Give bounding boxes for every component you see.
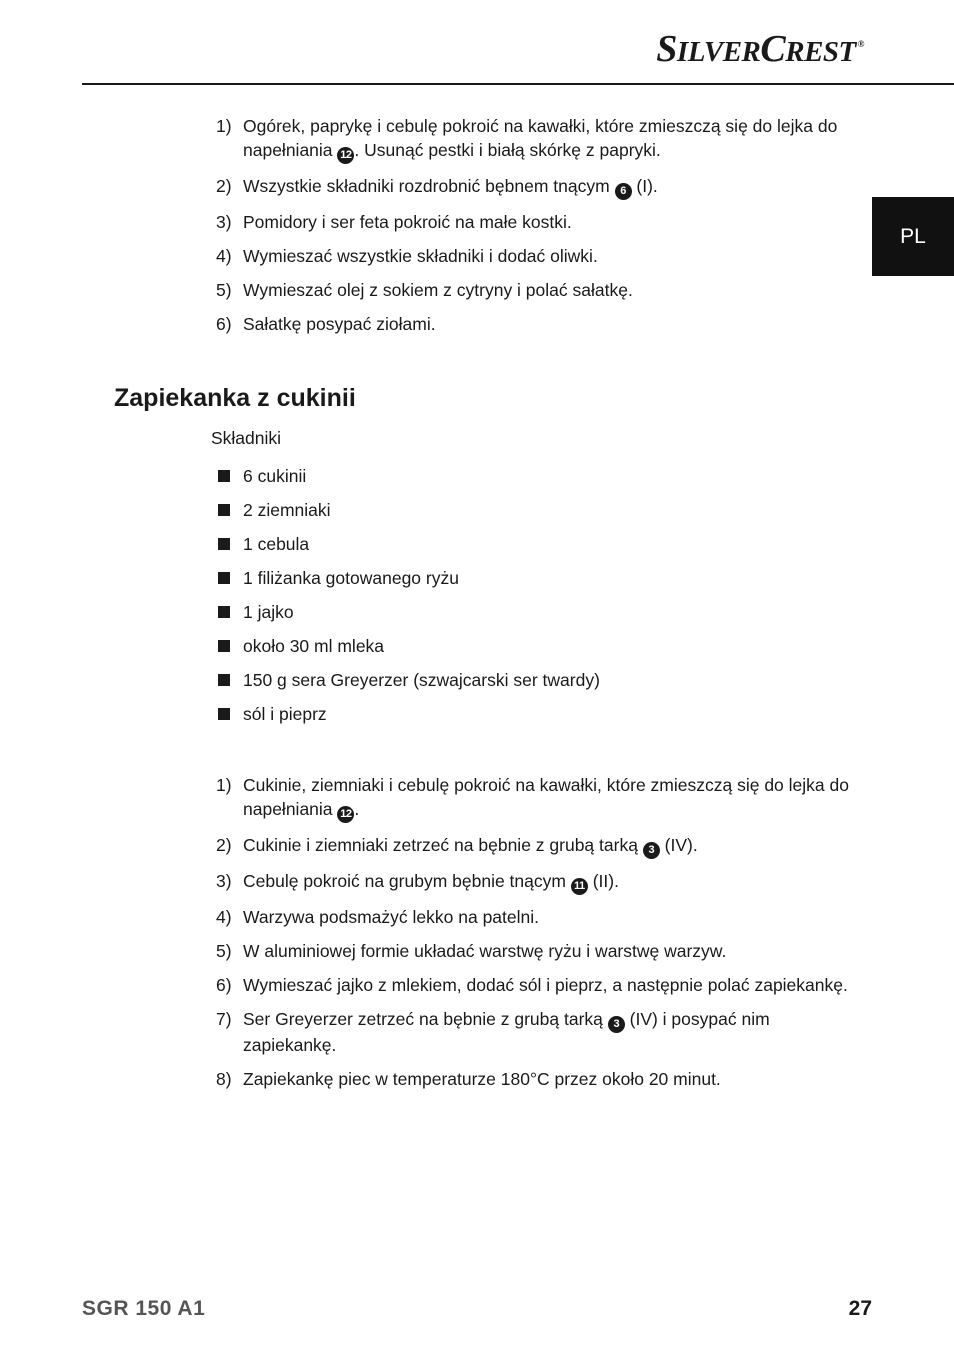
list-item: 1) Cukinie, ziemniaki i cebulę pokroić na kawałki, które zmieszczą się do lejka do napełniania 12 . xyxy=(210,773,850,823)
silvercrest-logo xyxy=(656,30,862,68)
list-item: około 30 ml mleka xyxy=(210,634,850,658)
list-item: 6 cukinii xyxy=(210,464,850,488)
part-reference-icon: 11 xyxy=(571,878,588,895)
list-item: 5) Wymieszać olej z sokiem z cytryny i polać sałatkę. xyxy=(216,280,633,300)
list-item: 8) Zapiekankę piec w temperaturze 180°C przez około 20 minut. xyxy=(216,1069,721,1089)
logo-letter-c: C xyxy=(760,28,786,70)
list-item: 6) Sałatkę posypać ziołami. xyxy=(216,314,436,334)
bullet-square-icon xyxy=(218,640,230,652)
language-tab: PL xyxy=(872,197,954,276)
list-item: 7) Ser Greyerzer zetrzeć na bębnie z grubą tarką 3 (IV) i posypać nim zapiekankę. xyxy=(216,1009,770,1055)
list-item: 6) Wymieszać jajko z mlekiem, dodać sól i pieprz, a następnie polać zapiekankę. xyxy=(216,975,848,995)
list-item: 2 ziemniaki xyxy=(210,498,850,522)
list-item: 2) Wszystkie składniki rozdrobnić bębnem tnącym 6 (I). xyxy=(210,174,850,200)
logo-letter-s: S xyxy=(656,28,677,70)
registered-mark: ® xyxy=(857,39,864,49)
bullet-square-icon xyxy=(218,470,230,482)
part-reference-icon: 3 xyxy=(643,842,660,859)
part-reference-icon: 3 xyxy=(608,1016,625,1033)
bullet-square-icon xyxy=(218,538,230,550)
list-item: 3) Pomidory i ser feta pokroić na małe kostki. xyxy=(216,212,572,232)
bullet-square-icon xyxy=(218,572,230,584)
header-divider xyxy=(82,83,954,85)
bullet-square-icon xyxy=(218,674,230,686)
logo-letters-rest: REST xyxy=(785,36,856,68)
part-reference-icon: 12 xyxy=(337,147,354,164)
bullet-square-icon xyxy=(218,708,230,720)
bullet-square-icon xyxy=(218,606,230,618)
bullet-square-icon xyxy=(218,504,230,516)
list-item: 1) Ogórek, paprykę i cebulę pokroić na kawałki, które zmieszczą się do lejka do napełniania 12 . Usunąć pestki i białą skórkę z papryki. xyxy=(210,114,850,164)
top-steps-block xyxy=(210,114,850,346)
list-item: 3) Cebulę pokroić na grubym bębnie tnącym 11 (II). xyxy=(210,869,850,895)
top-steps-list xyxy=(210,114,850,336)
part-reference-icon: 12 xyxy=(337,806,354,823)
recipe-steps-list xyxy=(210,773,850,1091)
list-item: 5) W aluminiowej formie układać warstwę ryżu i warstwę warzyw. xyxy=(216,941,727,961)
list-item: 1 filiżanka gotowanego ryżu xyxy=(210,566,850,590)
list-item: 4) Wymieszać wszystkie składniki i dodać oliwki. xyxy=(216,246,598,266)
recipe-steps-block xyxy=(210,773,850,1101)
list-item: 1 cebula xyxy=(210,532,850,556)
logo-letters-ilver: ILVER xyxy=(676,36,761,68)
list-item: 2) Cukinie i ziemniaki zetrzeć na bębnie z grubą tarką 3 (IV). xyxy=(210,833,850,859)
list-item: 4) Warzywa podsmażyć lekko na patelni. xyxy=(216,907,540,927)
ingredients-block xyxy=(210,464,850,736)
footer-model-number: SGR 150 A1 xyxy=(82,1297,206,1320)
list-item: sól i pieprz xyxy=(210,702,850,726)
page-number: 27 xyxy=(848,1297,872,1320)
ingredients-list xyxy=(210,464,850,726)
list-item: 150 g sera Greyerzer (szwajcarski ser twardy) xyxy=(210,668,850,692)
part-reference-icon: 6 xyxy=(615,183,632,200)
recipe-title: Zapiekanka z cukinii xyxy=(114,384,356,412)
list-item: 1 jajko xyxy=(210,600,850,624)
ingredients-label: Składniki xyxy=(211,428,282,448)
